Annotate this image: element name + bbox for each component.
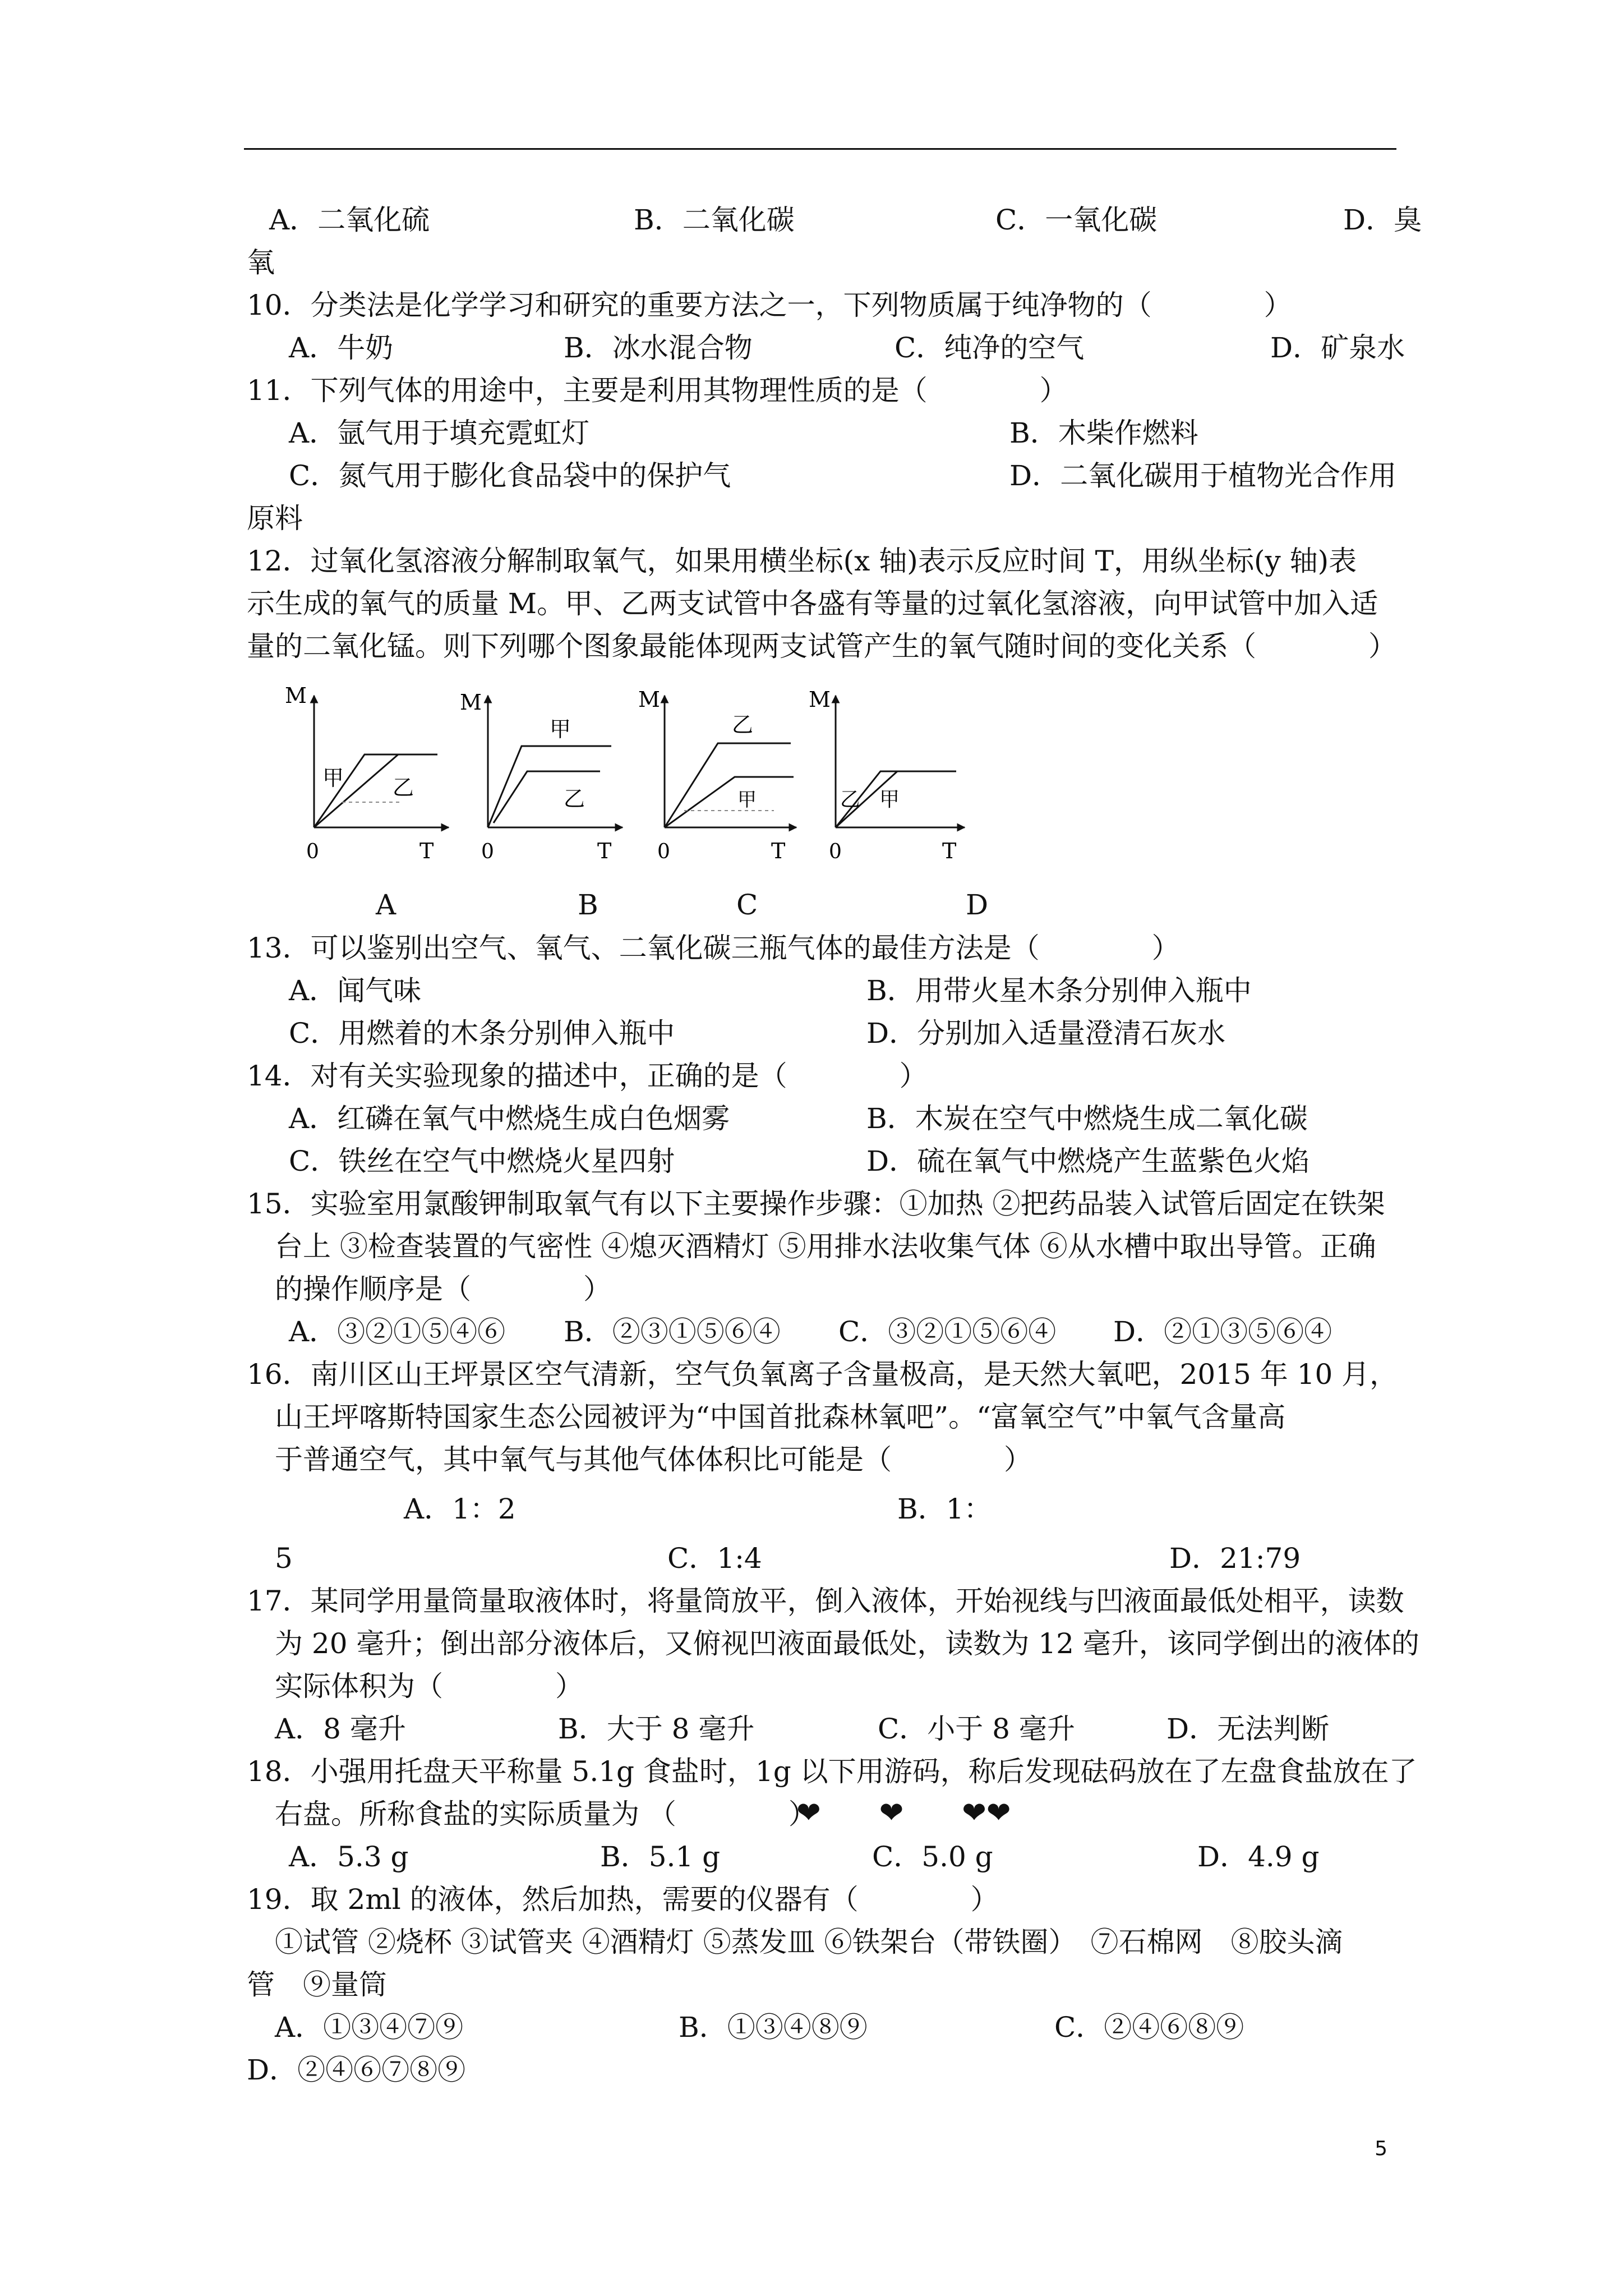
q12-graph-a-origin: 0 — [306, 840, 319, 863]
q15-option-a: A．③②①⑤④⑥ — [289, 1315, 506, 1348]
q14-stem: 14．对有关实验现象的描述中，正确的是（ ） — [247, 1060, 928, 1092]
q15-option-d: D．②①③⑤⑥④ — [1113, 1315, 1332, 1348]
q9-option-d: D．臭 — [1343, 204, 1422, 236]
q18-heart-marks: ❤ ❤ ❤❤ — [796, 1796, 1011, 1830]
q12-graph-c-series-b: 乙 — [732, 712, 754, 737]
q12-graph-a-series-b: 乙 — [393, 775, 414, 800]
q11-option-wrap: 原料 — [247, 502, 303, 535]
q17-stem-line-1: 17．某同学用量筒量取液体时，将量筒放平，倒入液体，开始视线与凹液面最低处相平，读数 — [247, 1585, 1404, 1617]
q10-option-d: D．矿泉水 — [1270, 332, 1405, 364]
q12-graph-b-series-a: 甲 — [550, 717, 571, 742]
q15-stem-line-1: 15．实验室用氯酸钾制取氧气有以下主要操作步骤：①加热 ②把药品装入试管后固定在铁架 — [247, 1188, 1385, 1220]
q19-option-a: A．①③④⑦⑨ — [275, 2011, 464, 2044]
q19-option-c: C．②④⑥⑧⑨ — [1054, 2011, 1244, 2044]
q12-graph-c-y-axis-label: M — [638, 687, 660, 712]
q12-graph-c — [638, 687, 796, 863]
q9-option-a: A．二氧化硫 — [269, 204, 430, 236]
q11-option-d: D．二氧化碳用于植物光合作用 — [1009, 459, 1397, 492]
q12-graph-d-y-axis-label: M — [809, 687, 831, 712]
q11-option-a: A．氩气用于填充霓虹灯 — [289, 417, 590, 449]
q12-graph-label-a: A — [376, 889, 396, 921]
q12-graph-figure — [269, 676, 1054, 878]
q18-stem-line-2: 右盘。所称食盐的实际质量为 （ ） — [275, 1798, 817, 1830]
q12-graph-b — [460, 690, 623, 863]
q10-stem: 10．分类法是化学学习和研究的重要方法之一，下列物质属于纯净物的（ ） — [247, 289, 1292, 321]
q19-items-wrap: 管 ⑨量筒 — [247, 1968, 387, 2001]
q13-option-a: A．闻气味 — [289, 974, 422, 1007]
q16-option-c: C．1:4 — [667, 1542, 762, 1575]
q12-stem-line-1: 12．过氧化氢溶液分解制取氧气，如果用横坐标(x 轴)表示反应时间 T，用纵坐标(y 轴)表 — [247, 545, 1357, 577]
q12-graph-a — [285, 683, 449, 863]
q14-option-d: D．硫在氧气中燃烧产生蓝紫色火焰 — [866, 1145, 1310, 1177]
q17-stem-line-3: 实际体积为（ ） — [275, 1670, 583, 1703]
q12-graph-label-c: C — [736, 889, 758, 921]
q10-option-c: C．纯净的空气 — [895, 332, 1085, 364]
q12-graph-b-origin: 0 — [481, 840, 494, 863]
q19-stem: 19．取 2ml 的液体，然后加热，需要的仪器有（ ） — [247, 1883, 999, 1916]
q19-option-b: B．①③④⑧⑨ — [679, 2011, 868, 2044]
q12-graph-label-b: B — [578, 889, 598, 921]
q19-items: ①试管 ②烧杯 ③试管夹 ④酒精灯 ⑤蒸发皿 ⑥铁架台（带铁圈） ⑦石棉网 ⑧胶头滴 — [275, 1926, 1343, 1958]
q12-stem-line-2: 示生成的氧气的质量 M。甲、乙两支试管中各盛有等量的过氧化氢溶液，向甲试管中加入适 — [247, 587, 1378, 620]
q16-stem-line-2: 山王坪喀斯特国家生态公园被评为“中国首批森林氧吧”。“富氧空气”中氧气含量高 — [275, 1401, 1286, 1433]
q11-option-b: B．木柴作燃料 — [1009, 417, 1198, 449]
q14-option-a: A．红磷在氧气中燃烧生成白色烟雾 — [289, 1102, 730, 1135]
q15-option-c: C．③②①⑤⑥④ — [838, 1315, 1057, 1348]
q16-stem-line-3: 于普通空气，其中氧气与其他气体体积比可能是（ ） — [275, 1443, 1032, 1476]
q12-graph-a-x-axis-label: T — [419, 839, 434, 863]
q13-stem: 13．可以鉴别出空气、氧气、二氧化碳三瓶气体的最佳方法是（ ） — [247, 932, 1180, 964]
q14-option-b: B．木炭在空气中燃烧生成二氧化碳 — [866, 1102, 1308, 1135]
q12-graph-d-series-b: 乙 — [840, 788, 861, 811]
q13-option-d: D．分别加入适量澄清石灰水 — [866, 1017, 1226, 1050]
q17-option-c: C．小于 8 毫升 — [878, 1713, 1075, 1745]
q12-graph-c-origin: 0 — [657, 840, 670, 863]
q10-option-b: B．冰水混合物 — [564, 332, 753, 364]
q12-graph-b-series-b: 乙 — [564, 786, 585, 811]
q15-option-b: B．②③①⑤⑥④ — [564, 1315, 781, 1348]
q18-option-a: A．5.3 g — [289, 1841, 409, 1873]
q16-option-wrap: 5 — [275, 1542, 293, 1575]
q12-stem-line-3: 量的二氧化锰。则下列哪个图象最能体现两支试管产生的氧气随时间的变化关系（ ） — [247, 630, 1396, 662]
q10-option-a: A．牛奶 — [289, 332, 394, 364]
q19-option-d: D．②④⑥⑦⑧⑨ — [247, 2054, 466, 2086]
q9-option-wrap: 氧 — [247, 246, 275, 279]
q12-graph-b-y-axis-label: M — [460, 690, 482, 715]
q12-graph-d-x-axis-label: T — [942, 839, 957, 863]
q12-graph-a-y-axis-label: M — [285, 683, 307, 708]
q11-stem: 11．下列气体的用途中，主要是利用其物理性质的是（ ） — [247, 374, 1068, 407]
q9-option-c: C．一氧化碳 — [995, 204, 1158, 236]
q17-option-b: B．大于 8 毫升 — [558, 1713, 755, 1745]
q17-option-d: D．无法判断 — [1166, 1713, 1330, 1745]
q17-stem-line-2: 为 20 毫升；倒出部分液体后，又俯视凹液面最低处，读数为 12 毫升，该同学倒出的液体的 — [275, 1627, 1419, 1660]
q13-option-c: C．用燃着的木条分别伸入瓶中 — [289, 1017, 675, 1050]
q12-graph-c-x-axis-label: T — [771, 839, 786, 863]
q16-option-b: B．1： — [897, 1493, 992, 1525]
q12-graph-c-series-a: 甲 — [737, 789, 757, 811]
q18-option-d: D．4.9 g — [1197, 1841, 1320, 1873]
q15-stem-line-3: 的操作顺序是（ ） — [275, 1273, 611, 1305]
q16-option-a: A．1：2 — [404, 1493, 516, 1525]
q17-option-a: A．8 毫升 — [275, 1713, 406, 1745]
q12-graph-label-d: D — [966, 889, 989, 921]
header-rule — [244, 148, 1396, 150]
q15-stem-line-2: 台上 ③检查装置的气密性 ④熄灭酒精灯 ⑤用排水法收集气体 ⑥从水槽中取出导管。正确 — [275, 1230, 1376, 1263]
page-number: 5 — [1375, 2137, 1387, 2160]
q9-option-b: B．二氧化碳 — [634, 204, 795, 236]
q13-option-b: B．用带火星木条分别伸入瓶中 — [866, 974, 1252, 1007]
q12-graph-d-origin: 0 — [829, 840, 842, 863]
q12-graph-a-series-a: 甲 — [322, 766, 344, 790]
q12-graph-d — [809, 687, 965, 863]
q16-option-d: D．21:79 — [1169, 1542, 1301, 1575]
q14-option-c: C．铁丝在空气中燃烧火星四射 — [289, 1145, 675, 1177]
q12-graph-d-series-a: 甲 — [879, 788, 900, 811]
q18-option-c: C．5.0 g — [872, 1841, 993, 1873]
q18-stem-line-1: 18．小强用托盘天平称量 5.1g 食盐时，1g 以下用游码，称后发现砝码放在了左盘食盐放在了 — [247, 1755, 1417, 1788]
q11-option-c: C．氮气用于膨化食品袋中的保护气 — [289, 459, 731, 492]
q12-graph-b-x-axis-label: T — [597, 839, 612, 863]
q18-option-b: B．5.1 g — [600, 1841, 721, 1873]
q16-stem-line-1: 16．南川区山王坪景区空气清新，空气负氧离子含量极高，是天然大氧吧，2015 年 10 月， — [247, 1358, 1398, 1391]
